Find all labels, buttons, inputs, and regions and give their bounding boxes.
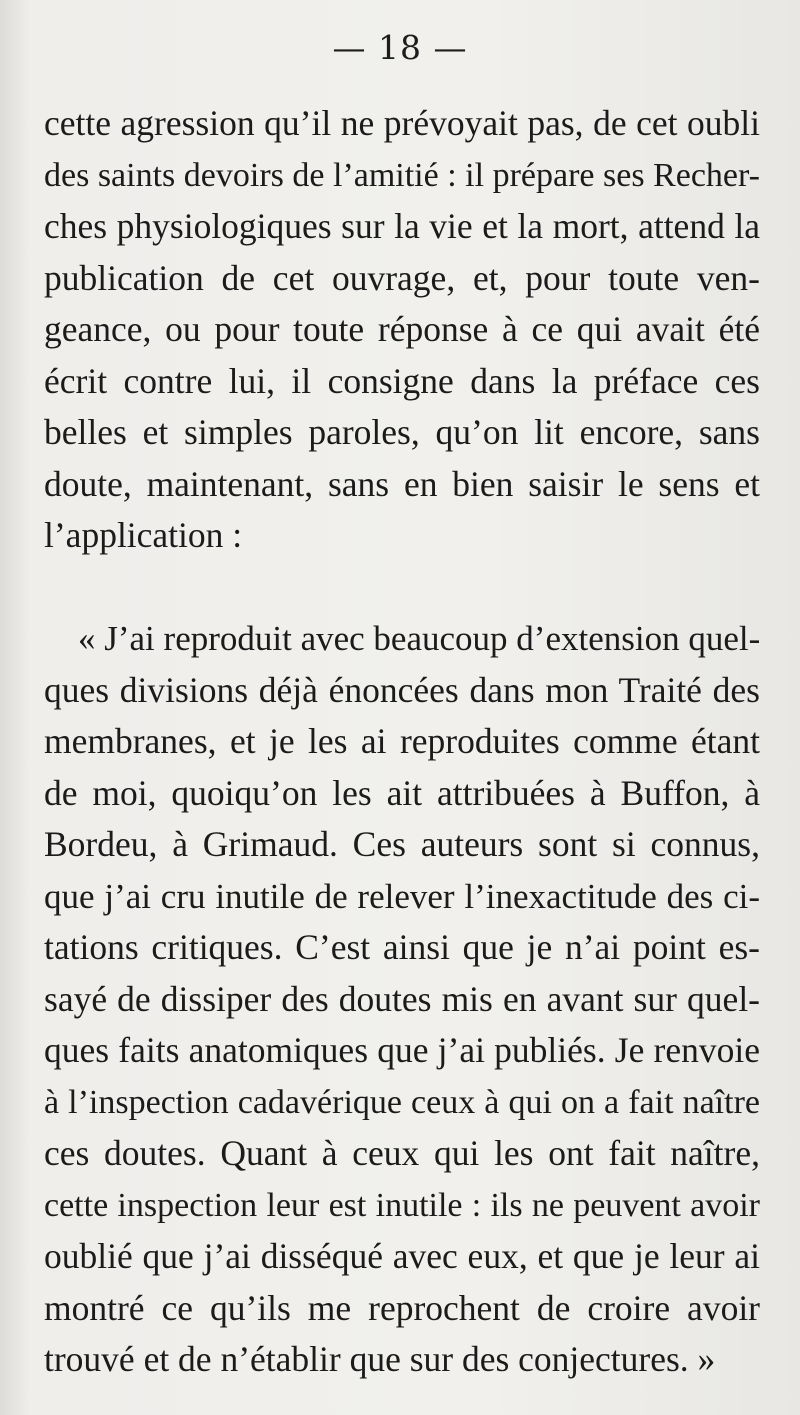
text-line: belles et simples paroles, qu’on lit encore, sans xyxy=(44,412,760,452)
text-line: de moi, quoiqu’on les ait attribuées à Buffon, à xyxy=(44,772,760,813)
paragraph-1 xyxy=(44,98,760,562)
text-line: cette agression qu’il ne prévoyait pas, de cet oubli xyxy=(44,103,760,143)
text-line: l’application : xyxy=(44,515,243,555)
paragraph-gap xyxy=(44,562,760,614)
text-line: montré ce qu’ils me reprochent de croire avoir xyxy=(44,1287,760,1328)
text-line: écrit contre lui, il consigne dans la préface ces xyxy=(44,360,760,401)
text-line: ches physiologiques sur la vie et la mort, attend la xyxy=(44,206,760,246)
text-line: sayé de dissiper des doutes mis en avant sur quel- xyxy=(44,978,760,1019)
text-line: publication de cet ouvrage, et, pour toute ven- xyxy=(44,257,760,298)
body-text xyxy=(44,98,760,1386)
text-line: membranes, et je les ai reproduites comme étant xyxy=(44,721,760,761)
page-number: — 18 — xyxy=(332,28,468,67)
text-line: ques faits anatomiques que j’ai publiés. Je renvoie xyxy=(44,1030,760,1070)
text-line: geance, ou pour toute réponse à ce qui avait été xyxy=(44,309,760,349)
text-line: trouvé et de n’établir que sur des conjectures. » xyxy=(44,1339,716,1379)
text-line: « J’ai reproduit avec beaucoup d’extension quel- xyxy=(78,619,761,658)
text-line: que j’ai cru inutile de relever l’inexactitude des ci- xyxy=(44,876,760,916)
text-line: ques divisions déjà énoncées dans mon Traité des xyxy=(44,669,760,710)
text-line: doute, maintenant, sans en bien saisir le sens et xyxy=(44,463,760,504)
text-line: des saints devoirs de l’amitié : il prépare ses Recher- xyxy=(44,156,760,194)
paragraph-2-quotation xyxy=(44,613,760,1386)
text-line: ces doutes. Quant à ceux qui les ont fait naître, xyxy=(44,1133,760,1173)
text-line: tations critiques. C’est ainsi que je n’ai point es- xyxy=(44,927,760,967)
text-line: à l’inspection cadavérique ceux à qui on a fait naître xyxy=(44,1083,760,1121)
text-line: cette inspection leur est inutile : ils ne peuvent avoir xyxy=(44,1186,760,1224)
text-line: oublié que j’ai disséqué avec eux, et que je leur ai xyxy=(44,1236,760,1276)
text-line: Bordeu, à Grimaud. Ces auteurs sont si connus, xyxy=(44,824,760,864)
